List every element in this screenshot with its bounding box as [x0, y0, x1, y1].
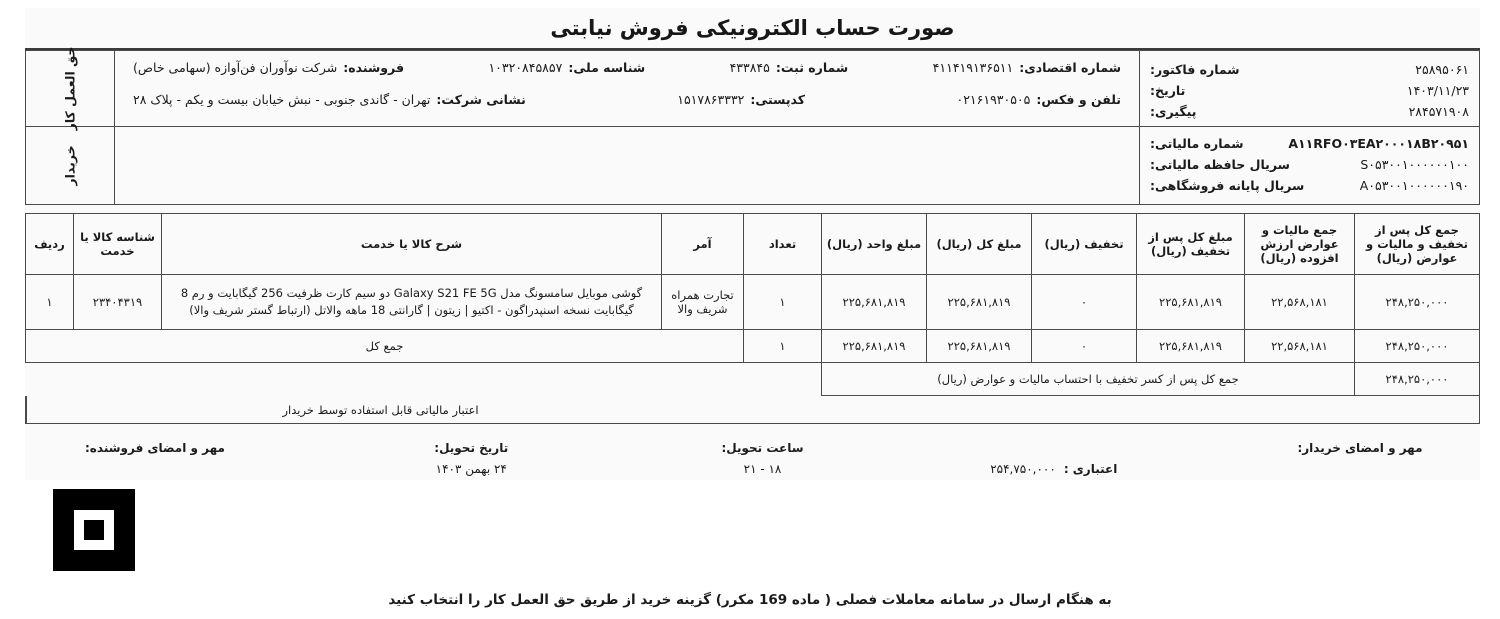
tax-credit-empty — [734, 396, 1479, 423]
qr-code — [53, 489, 135, 571]
delivery-date-block — [376, 438, 566, 480]
page-title: صورت حساب الکترونیکی فروش نیابتی — [550, 16, 955, 40]
sum-total-amount: ۲۲۵,۶۸۱,۸۱۹ — [927, 330, 1032, 363]
th-vat: جمع مالیات و عوارض ارزش افزوده (ریال) — [1245, 214, 1355, 275]
terminal-serial-line — [1150, 175, 1469, 196]
registration-number-value: ۴۳۳۸۴۵ — [729, 60, 770, 75]
th-discount: تخفیف (ریال) — [1032, 214, 1137, 275]
invoice-items-table — [25, 213, 1480, 396]
tax-credit-bar — [25, 396, 1480, 424]
registration-number-field — [730, 60, 849, 75]
buyer-info-box — [115, 127, 1140, 205]
th-grand-total: جمع کل پس از تخفیف و مالیات و عوارض (ریال) — [1355, 214, 1480, 275]
net-total-label: جمع کل پس از کسر تخفیف با احتساب مالیات و عوارض (ریال) — [822, 363, 1355, 396]
economic-number-label: شماره اقتصادی: — [1019, 60, 1121, 75]
bottom-note: به هنگام ارسال در سامانه معاملات فصلی ( ماده 169 مکرر) گزینه خرید از طریق حق العمل کار را انتخاب کنید — [388, 592, 1112, 608]
national-id-label: شناسه ملی: — [568, 60, 646, 75]
credit-block — [959, 438, 1149, 480]
invoice-number-value: ۲۵۸۹۵۰۶۱ — [1415, 62, 1469, 77]
seller-name-label: فروشنده: — [343, 60, 405, 75]
seller-row-1 — [129, 57, 1125, 78]
sum-after-discount: ۲۲۵,۶۸۱,۸۱۹ — [1137, 330, 1245, 363]
document-title-bar — [25, 8, 1480, 50]
cell-total-amount: ۲۲۵,۶۸۱,۸۱۹ — [927, 275, 1032, 330]
table-net-row — [26, 363, 1480, 396]
postal-code-label: کدپستی: — [750, 92, 806, 107]
seller-signature-label: مهر و امضای فروشنده: — [85, 441, 225, 455]
th-quantity: تعداد — [744, 214, 822, 275]
sum-grand-total: ۲۴۸,۲۵۰,۰۰۰ — [1355, 330, 1480, 363]
sum-unit-price: ۲۲۵,۶۸۱,۸۱۹ — [822, 330, 927, 363]
invoice-date-label: تاریخ: — [1150, 83, 1186, 98]
table-header-row — [26, 214, 1480, 275]
invoice-date-value: ۱۴۰۳/۱۱/۲۳ — [1406, 83, 1469, 98]
seller-name-value: شرکت نوآوران فن‌آوازه (سهامی خاص) — [133, 60, 338, 75]
phone-value: ۰۲۱۶۱۹۳۰۵۰۵ — [956, 92, 1031, 107]
seller-name-field — [133, 60, 404, 75]
qr-code-inner — [74, 510, 114, 550]
agent-side-label — [25, 46, 115, 131]
table-sum-row — [26, 330, 1480, 363]
agent-side-label-text: حق العمل کار — [62, 46, 78, 131]
tax-credit-text: اعتبار مالیاتی قابل استفاده توسط خریدار — [26, 396, 734, 423]
terminal-serial-label: سریال پایانه فروشگاهی: — [1150, 178, 1305, 193]
delivery-time-block — [688, 438, 838, 480]
th-description: شرح کالا یا خدمت — [162, 214, 662, 275]
invoice-date-line — [1150, 80, 1469, 101]
tax-number-line — [1150, 133, 1469, 154]
qr-code-core — [84, 520, 104, 540]
delivery-date-label: تاریخ تحویل: — [434, 441, 509, 455]
economic-number-field — [933, 60, 1121, 75]
cell-agent: تجارت همراه شریف والا — [662, 275, 744, 330]
header-section — [25, 46, 1480, 131]
tracking-line — [1150, 101, 1469, 122]
net-total-value: ۲۴۸,۲۵۰,۰۰۰ — [1355, 363, 1480, 396]
phone-field — [957, 92, 1122, 107]
seller-signature-block — [55, 438, 255, 459]
cell-description: گوشی موبایل سامسونگ مدل Galaxy S21 FE 5G دو سیم کارت ظرفیت 256 گیگابایت و رم 8 گیگابایت نسخه اسنپدراگون - اکتیو | زیتون | گارانتی 18 ماهه والاتل (ارتباط گستر شریف والا) — [162, 275, 662, 330]
tax-serials-box — [1140, 127, 1480, 205]
tracking-label: پیگیری: — [1150, 104, 1197, 119]
national-id-field — [488, 60, 645, 75]
th-agent: آمر — [662, 214, 744, 275]
cell-unit-price: ۲۲۵,۶۸۱,۸۱۹ — [822, 275, 927, 330]
buyer-signature-block — [1270, 438, 1450, 459]
th-total-amount: مبلغ کل (ریال) — [927, 214, 1032, 275]
net-total-filler — [26, 363, 822, 396]
seller-info-box — [115, 50, 1140, 127]
tax-number-value: A۱۱RFO۰۳EA۲۰۰۰۱۸B۲۰۹۵۱ — [1288, 136, 1469, 151]
tracking-value: ۲۸۴۵۷۱۹۰۸ — [1408, 104, 1469, 119]
sum-discount: ۰ — [1032, 330, 1137, 363]
cell-discount: ۰ — [1032, 275, 1137, 330]
th-unit-price: مبلغ واحد (ریال) — [822, 214, 927, 275]
address-value: تهران - گاندی جنوبی - نبش خیابان بیست و یکم - پلاک ۲۸ — [133, 92, 431, 107]
seller-row-2 — [129, 78, 1125, 110]
buyer-section — [25, 127, 1480, 205]
invoice-number-label: شماره فاکتور: — [1150, 62, 1240, 77]
signature-section — [25, 424, 1480, 480]
buyer-signature-label: مهر و امضای خریدار: — [1297, 441, 1423, 455]
cell-grand-total: ۲۴۸,۲۵۰,۰۰۰ — [1355, 275, 1480, 330]
credit-value: ۲۵۴,۷۵۰,۰۰۰ — [990, 462, 1056, 476]
cell-vat: ۲۲,۵۶۸,۱۸۱ — [1245, 275, 1355, 330]
postal-code-field — [677, 92, 805, 107]
buyer-side-label — [25, 127, 115, 205]
th-product-id: شناسه کالا یا خدمت — [74, 214, 162, 275]
terminal-serial-value: A۰۵۳۰۰۱۰۰۰۰۰۰۱۹۰ — [1359, 178, 1469, 193]
cell-row-no: ۱ — [26, 275, 74, 330]
delivery-time-label: ساعت تحویل: — [721, 441, 804, 455]
sum-quantity: ۱ — [744, 330, 822, 363]
address-label: نشانی شرکت: — [436, 92, 526, 107]
phone-label: تلفن و فکس: — [1036, 92, 1121, 107]
th-after-discount: مبلغ کل پس از تخفیف (ریال) — [1137, 214, 1245, 275]
national-id-value: ۱۰۳۲۰۸۴۵۸۵۷ — [488, 60, 563, 75]
postal-code-value: ۱۵۱۷۸۶۳۳۳۲ — [677, 92, 745, 107]
delivery-date-value: ۲۴ بهمن ۱۴۰۳ — [435, 462, 507, 476]
tax-number-label: شماره مالیاتی: — [1150, 136, 1244, 151]
sum-vat: ۲۲,۵۶۸,۱۸۱ — [1245, 330, 1355, 363]
invoice-number-line — [1150, 59, 1469, 80]
cell-product-id: ۲۳۴۰۴۳۱۹ — [74, 275, 162, 330]
table-row — [26, 275, 1480, 330]
cell-quantity: ۱ — [744, 275, 822, 330]
memory-serial-line — [1150, 154, 1469, 175]
invoice-sheet — [25, 8, 1480, 480]
memory-serial-value: S۰۵۳۰۰۱۰۰۰۰۰۰۱۰۰ — [1360, 157, 1469, 172]
cell-after-discount: ۲۲۵,۶۸۱,۸۱۹ — [1137, 275, 1245, 330]
sum-label: جمع کل — [26, 330, 744, 363]
economic-number-value: ۴۱۱۴۱۹۱۳۶۵۱۱ — [932, 60, 1014, 75]
buyer-side-label-text: خریدار — [62, 145, 78, 186]
credit-label: اعتباری : — [1063, 462, 1118, 476]
address-field — [133, 92, 526, 107]
registration-number-label: شماره ثبت: — [775, 60, 849, 75]
memory-serial-label: سریال حافظه مالیاتی: — [1150, 157, 1290, 172]
th-row-no: ردیف — [26, 214, 74, 275]
invoice-meta-box — [1140, 50, 1480, 127]
delivery-time-value: ۱۸ - ۲۱ — [743, 462, 782, 476]
